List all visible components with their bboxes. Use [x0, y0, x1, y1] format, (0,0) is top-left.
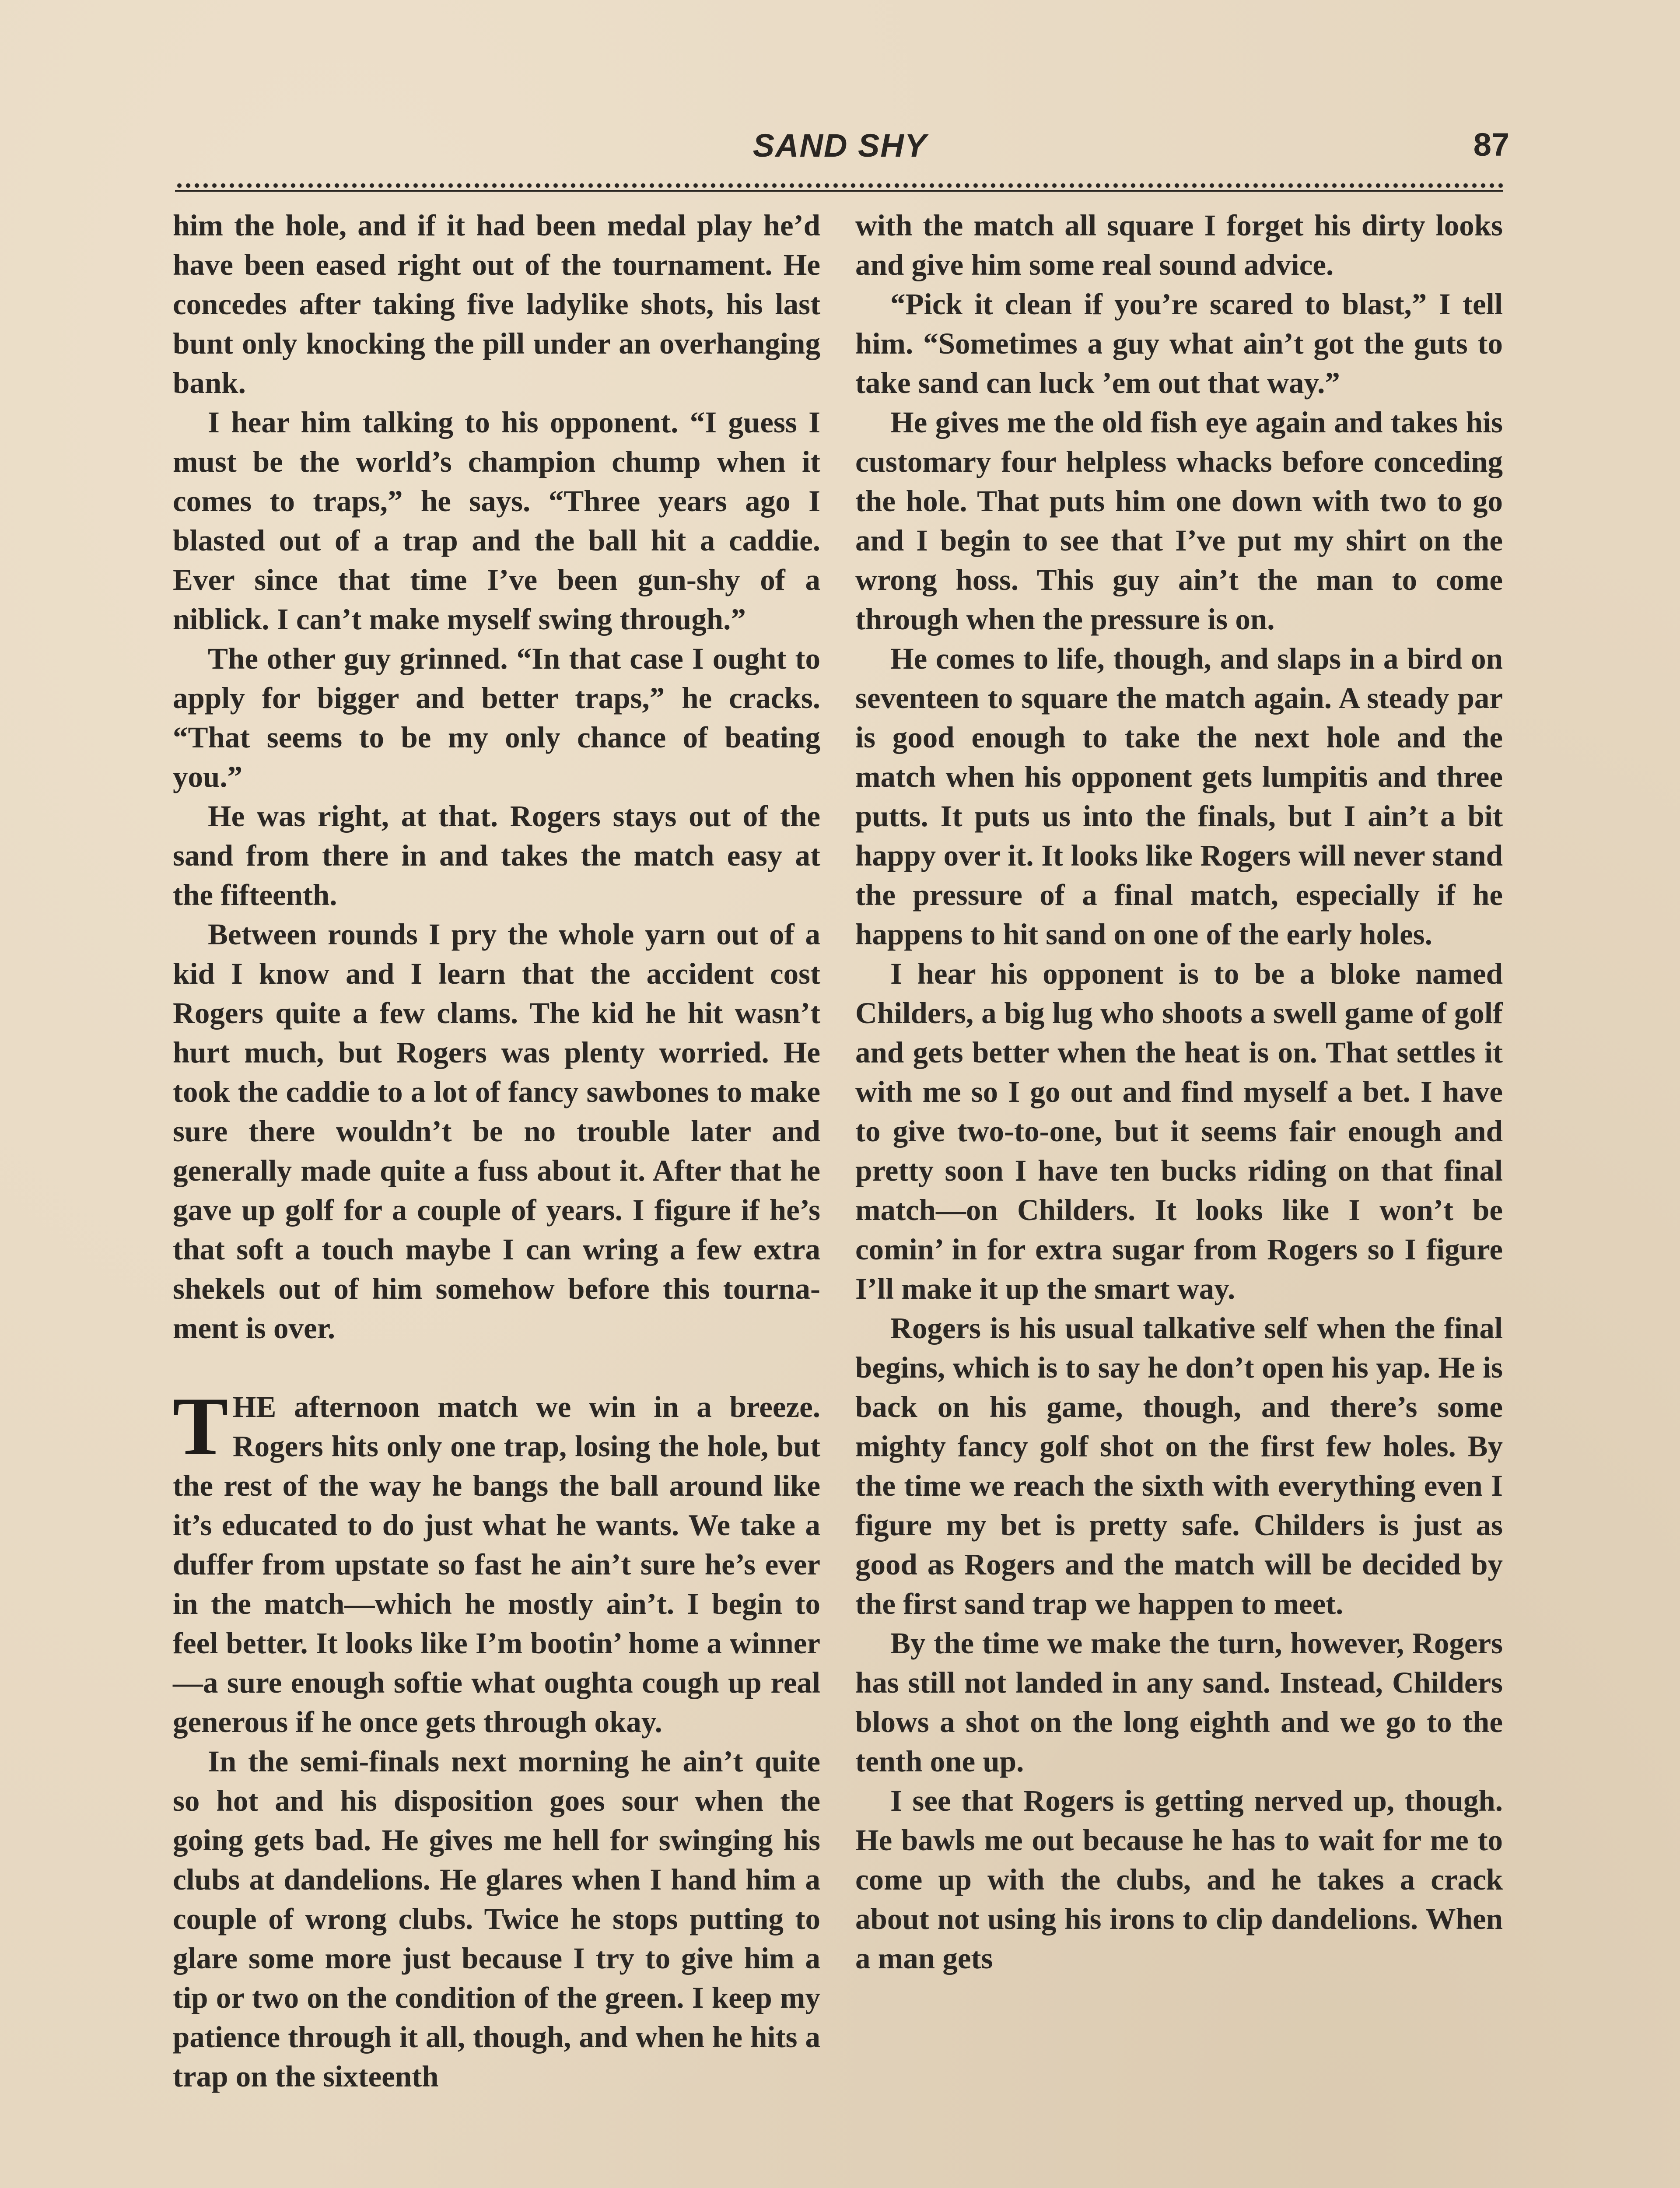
paragraph: “Pick it clean if you’re scared to blast,” I tell him. “Sometimes a guy what ain’t got the guts to take sand can luck ’em out that way.”	[855, 288, 1503, 400]
paragraph: He was right, at that. Rogers stays out of the sand from there in and takes the match easy at the fifteenth.	[173, 799, 820, 912]
story-title: SAND SHY	[752, 127, 928, 164]
paragraph: I see that Rogers is getting nerved up, though. He bawls me out because he has to wait for me to come up with the clubs, and he takes a crack about not using his irons to clip dandelions. When a man gets	[855, 1784, 1503, 1975]
paragraph: I hear him talking to his opponent. “I guess I must be the world’s champion chump when it comes to traps,” he says. “Three years ago I blasted out of a trap and the ball hit a caddie. Ever since that time I’ve been gun-shy of a niblick. I can’t make myself swing through.”	[173, 406, 820, 636]
paragraph: In the semi-finals next morning he ain’t quite so hot and his disposition goes sour when the going gets bad. He gives me hell for swinging his clubs at dandelions. He glares when I hand him a couple of wrong clubs. Twice he stops putting to glare some more just because I try to give him a tip or two on the condition of the green. I keep my patience through it all, though, and when he hits a trap on the sixteenth	[173, 1745, 820, 2093]
paragraph: He gives me the old fish eye again and takes his customary four helpless whacks before conceding the hole. That puts him one down with two to go and I begin to see that I’ve put my shirt on the wrong hoss. This guy ain’t the man to come through when the pressure is on.	[855, 406, 1503, 636]
paragraph: with the match all square I forget his dirty looks and give him some real sound advice.	[855, 209, 1503, 281]
dotted-rule	[175, 181, 1503, 192]
paragraph: Rogers is his usual talkative self when the final begins, which is to say he don’t open his yap. He is back on his game, though, and there’s some mighty fancy golf shot on the first few holes. By the time we reach the sixth with everything even I figure my bet is pretty safe. Childers is just as good as Rogers and the match will be decided by the first sand trap we happen to meet.	[855, 1311, 1503, 1620]
paragraph: By the time we make the turn, however, Rogers has still not landed in any sand. Instead, Childers blows a shot on the long eighth and we go to the tenth one up.	[855, 1627, 1503, 1778]
paragraph: him the hole, and if it had been medal play he’d have been eased right out of the tournament. He concedes after taking five ladylike shots, his last bunt only knocking the pill under an overhanging bank.	[173, 209, 820, 400]
drop-cap: T	[173, 1381, 228, 1473]
section-opening-paragraph	[173, 1381, 820, 1742]
paragraph: The other guy grinned. “In that case I ought to apply for bigger and better traps,” he cracks. “That seems to be my only chance of beating you.”	[173, 642, 820, 793]
right-column	[855, 206, 1503, 1978]
page-number: 87	[1473, 126, 1509, 163]
paragraph: He comes to life, though, and slaps in a bird on seventeen to square the match again. A steady par is good enough to take the next hole and the match when his opponent gets lumpitis and three putts. It puts us into the finals, but I ain’t a bit happy over it. It looks like Rogers will never stand the pressure of a final match, especially if he happens to hit sand on one of the early holes.	[855, 642, 1503, 951]
left-column	[173, 206, 820, 2096]
paragraph: Between rounds I pry the whole yarn out of a kid I know and I learn that the accident cost Rogers quite a few clams. The kid he hit wasn’t hurt much, but Rogers was plenty worried. He took the caddie to a lot of fancy sawbones to make sure there wouldn’t be no trouble later and generally made quite a fuss about it. After that he gave up golf for a couple of years. I figure if he’s that soft a touch maybe I can wring a few extra shekels out of him somehow before this tournament is over.	[173, 918, 820, 1345]
paragraph-text: HE afternoon match we win in a breeze. Rogers hits only one trap, losing the hole, but the rest of the way he bangs the ball around like it’s educated to do just what he wants. We take a duffer from upstate so fast he ain’t sure he’s ever in the match—which he mostly ain’t. I begin to feel better. It looks like I’m bootin’ home a winner—a sure enough softie what oughta cough up real generous if he once gets through okay.	[173, 1390, 820, 1739]
running-head	[0, 118, 1680, 171]
paragraph: I hear his opponent is to be a bloke named Childers, a big lug who shoots a swell game of golf and gets better when the heat is on. That settles it with me so I go out and find myself a bet. I have to give two-to-one, but it seems fair enough and pretty soon I have ten bucks riding on that final match—on Childers. It looks like I won’t be comin’ in for extra sugar from Rogers so I figure I’ll make it up the smart way.	[855, 957, 1503, 1305]
